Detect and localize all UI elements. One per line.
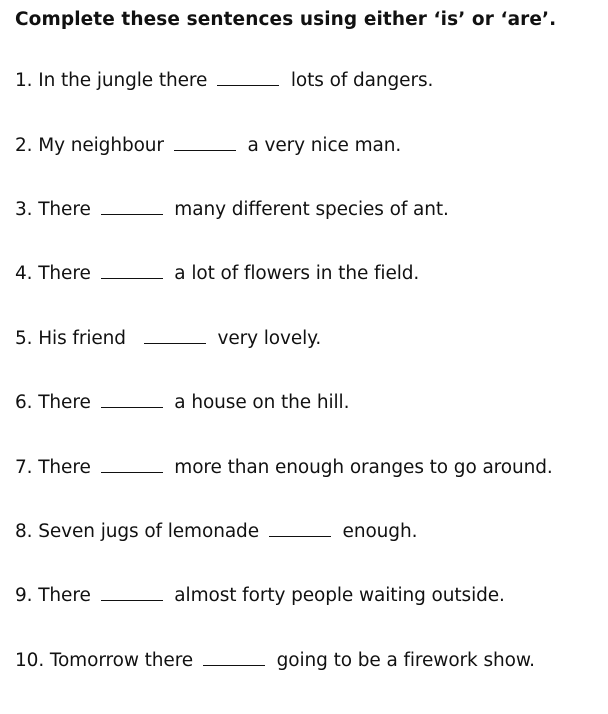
sentence-number: 1. — [15, 70, 33, 91]
sentence-6 — [15, 392, 349, 413]
sentence-before-text: There — [38, 263, 91, 284]
sentence-after-text: lots of dangers. — [290, 70, 434, 91]
sentence-after-text: very lovely. — [217, 328, 322, 349]
sentence-number: 3. — [15, 199, 33, 220]
answer-blank[interactable] — [174, 149, 236, 151]
sentence-9 — [15, 585, 505, 606]
sentence-2 — [15, 135, 401, 156]
sentence-8 — [15, 521, 417, 542]
sentence-number: 5. — [15, 328, 33, 349]
sentence-1 — [15, 70, 433, 91]
sentence-number: 7. — [15, 457, 33, 478]
sentence-number: 2. — [15, 135, 33, 156]
sentence-number: 10. — [15, 650, 45, 671]
sentence-after-text: enough. — [342, 521, 418, 542]
sentence-before-text: My neighbour — [38, 135, 164, 156]
sentence-number: 8. — [15, 521, 33, 542]
sentence-after-text: more than enough oranges to go around. — [174, 457, 553, 478]
answer-blank[interactable] — [101, 406, 163, 408]
answer-blank[interactable] — [101, 277, 163, 279]
answer-blank[interactable] — [269, 535, 331, 537]
sentence-5 — [15, 328, 321, 349]
sentence-after-text: going to be a firework show. — [276, 650, 535, 671]
sentence-number: 6. — [15, 392, 33, 413]
sentence-after-text: a house on the hill. — [174, 392, 350, 413]
answer-blank[interactable] — [101, 213, 163, 215]
sentence-before-text: There — [38, 457, 91, 478]
sentence-before-text: There — [38, 199, 91, 220]
sentence-after-text: many different species of ant. — [174, 199, 449, 220]
sentence-number: 4. — [15, 263, 33, 284]
sentence-number: 9. — [15, 585, 33, 606]
sentence-before-text: There — [38, 585, 91, 606]
sentence-before-text: In the jungle there — [38, 70, 208, 91]
answer-blank[interactable] — [144, 342, 206, 344]
sentence-after-text: a very nice man. — [247, 135, 402, 156]
sentence-3 — [15, 199, 449, 220]
sentence-4 — [15, 263, 419, 284]
sentence-after-text: almost forty people waiting outside. — [174, 585, 505, 606]
sentence-before-text: His friend — [38, 328, 126, 349]
worksheet-instructions: Complete these sentences using either ‘is’ or ‘are’. — [15, 9, 557, 30]
sentence-10 — [15, 650, 535, 671]
sentence-before-text: There — [38, 392, 91, 413]
sentence-after-text: a lot of flowers in the field. — [174, 263, 420, 284]
answer-blank[interactable] — [203, 664, 265, 666]
answer-blank[interactable] — [101, 471, 163, 473]
answer-blank[interactable] — [101, 599, 163, 601]
answer-blank[interactable] — [217, 84, 279, 86]
sentence-before-text: Seven jugs of lemonade — [38, 521, 259, 542]
sentence-7 — [15, 457, 553, 478]
sentence-before-text: Tomorrow there — [49, 650, 194, 671]
